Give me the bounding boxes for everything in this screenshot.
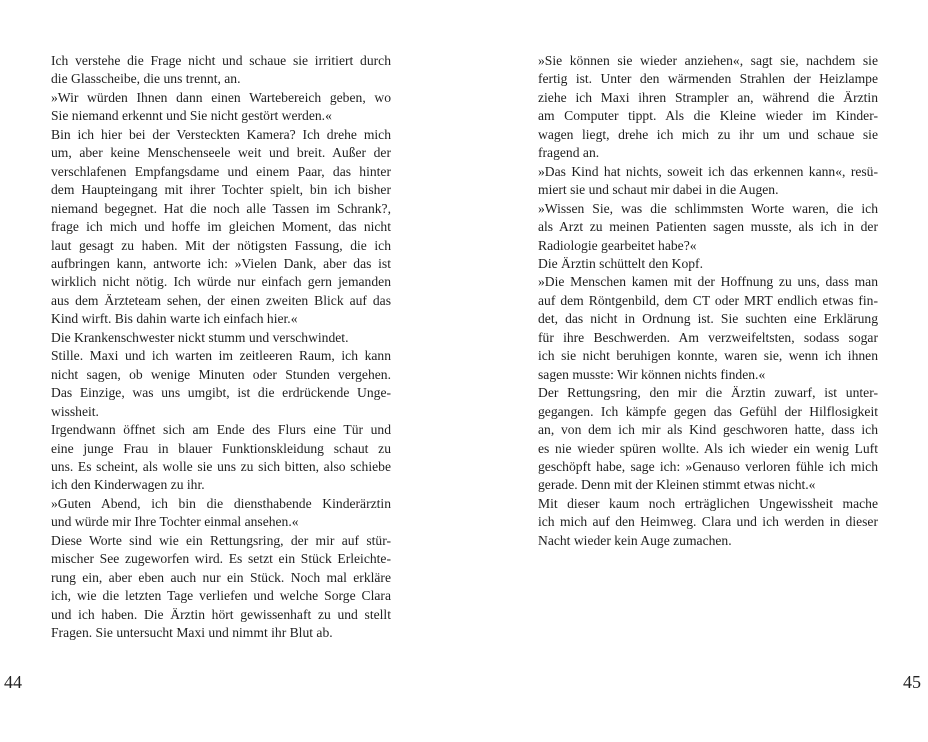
text-line: uns. Es scheint, als wolle sie uns zu sich bitten, also schiebe (51, 458, 391, 474)
text-line: fragend an. (538, 145, 600, 161)
text-line: det, das nicht in Ordnung ist. Sie suchten eine Erklärung (538, 311, 878, 327)
text-line: ich, wie die letzten Tage verliefen und welche Sorge Clara (51, 588, 391, 604)
right-page-text (538, 52, 878, 550)
text-line: miert sie und schaut mir dabei in die Augen. (538, 182, 779, 198)
text-line: am Computer tippt. Als die Kleine wieder im Kinder- (538, 108, 878, 124)
text-line: Diese Worte sind wie ein Rettungsring, der mir auf stür- (51, 532, 391, 548)
text-line: wirklich nicht nötig. Ich würde nur einfach gern jemanden (51, 274, 391, 290)
text-line: frage ich mich und hoffe im gleichen Moment, das nicht (51, 219, 391, 235)
text-line: Nacht wieder kein Auge zumachen. (538, 532, 732, 548)
text-line: und würde mir Ihre Tochter einmal ansehen.« (51, 514, 299, 530)
left-page-number: 44 (4, 672, 22, 692)
text-line: aufbringen kann, antworte ich: »Vielen Dank, aber das ist (51, 255, 391, 271)
text-line: Die Ärztin schüttelt den Kopf. (538, 255, 703, 271)
text-line: ich mich auf den Heimweg. Clara und ich werden in dieser (538, 514, 878, 530)
left-page-text (51, 52, 391, 643)
text-line: Sie niemand erkennt und Sie nicht gestört werden.« (51, 108, 332, 124)
text-line: an, von dem ich mir als Kind geschworen hatte, dass ich (538, 422, 878, 438)
text-line: als Arzt zu meinen Patienten sagen musste, als ich in der (538, 219, 878, 235)
text-line: »Sie können sie wieder anziehen«, sagt sie, nachdem sie (538, 53, 878, 68)
text-line: die Glasscheibe, die uns trennt, an. (51, 71, 241, 87)
text-line: »Wissen Sie, was die schlimmsten Worte waren, die ich (538, 200, 878, 216)
text-line: »Wir würden Ihnen dann einen Wartebereich geben, wo (51, 89, 391, 105)
text-line: gerade. Denn mit der Kleinen stimmt etwas nicht.« (538, 477, 816, 493)
text-line: dem Haupteingang mit ihrer Tochter spielt, bin ich bisher (51, 182, 391, 198)
text-line: auf dem Röntgenbild, dem CT oder MRT endlich etwas fin- (538, 292, 878, 308)
text-line: Irgendwann öffnet sich am Ende des Flurs eine Tür und (51, 422, 391, 438)
text-line: Das Einzige, was uns umgibt, ist die erdrückende Unge- (51, 385, 391, 401)
text-line: gegangen. Ich kämpfe gegen das Gefühl der Hilflosigkeit (538, 403, 878, 419)
text-line: wagen liegt, drehe ich mich zu ihr um und schaue sie (538, 126, 878, 142)
text-line: rung ein, aber eben auch nur ein Stück. Noch mal erkläre (51, 569, 391, 585)
text-line: »Das Kind hat nichts, soweit ich das erkennen kann«, resü- (538, 163, 878, 179)
text-line: wissheit. (51, 403, 99, 419)
text-line: nicht sagen, ob wenige Minuten oder Stunden vergehen. (51, 366, 391, 382)
text-line: Ich verstehe die Frage nicht und schaue sie irritiert durch (51, 53, 391, 68)
text-line: ziehe ich Maxi ihren Strampler an, während die Ärztin (538, 89, 878, 105)
text-line: mischer See zugeworfen wird. Es setzt ein Stück Erleichte- (51, 551, 391, 567)
text-line: sagen musste: Wir können nichts finden.« (538, 366, 766, 382)
text-line: Kind wirft. Bis dahin warte ich einfach hier.« (51, 311, 298, 327)
text-line: Der Rettungsring, den mir die Ärztin zuwarf, ist unter- (538, 385, 878, 401)
text-line: laut gesagt zu haben. Mit der nötigsten Fassung, die ich (51, 237, 391, 253)
text-line: »Guten Abend, ich bin die diensthabende Kinderärztin (51, 495, 391, 511)
text-line: niemand begegnet. Hat die noch alle Tassen im Schrank?, (51, 200, 391, 216)
text-line: Fragen. Sie untersucht Maxi und nimmt ihr Blut ab. (51, 625, 333, 641)
text-line: fertig ist. Unter den wärmenden Strahlen der Heizlampe (538, 71, 878, 87)
text-line: es nie wieder spüren wollte. Als ich wieder ein wenig Luft (538, 440, 878, 456)
right-page-number: 45 (903, 672, 921, 692)
text-line: verschlafenen Empfangsdame und einem Paar, das hinter (51, 163, 391, 179)
text-line: aus dem Ärzteteam sehen, der einen zweiten Blick auf das (51, 292, 391, 308)
text-line: und ich haben. Die Ärztin hört gewissenhaft zu und stellt (51, 606, 391, 622)
text-line: ich den Kinderwagen zu ihr. (51, 477, 205, 493)
text-line: Die Krankenschwester nickt stumm und verschwindet. (51, 329, 349, 345)
text-line: Stille. Maxi und ich warten im zeitleeren Raum, ich kann (51, 348, 391, 364)
text-line: Radiologie gearbeitet habe?« (538, 237, 697, 253)
text-line: ich sie nicht beruhigen konnte, waren sie, wenn ich ihnen (538, 348, 878, 364)
text-line: Mit dieser kaum noch erträglichen Ungewissheit mache (538, 495, 878, 511)
text-line: für ihre Beschwerden. Am verzweifeltsten, sodass sogar (538, 329, 878, 345)
text-line: eine junge Frau in blauer Funktionskleidung schaut zu (51, 440, 391, 456)
text-line: geschöpft habe, sage ich: »Genauso verloren fühle ich mich (538, 458, 878, 474)
text-line: um, aber keine Menschenseele weit und breit. Außer der (51, 145, 391, 161)
text-line: »Die Menschen kamen mit der Hoffnung zu uns, dass man (538, 274, 878, 290)
text-line: Bin ich hier bei der Versteckten Kamera? Ich drehe mich (51, 126, 391, 142)
